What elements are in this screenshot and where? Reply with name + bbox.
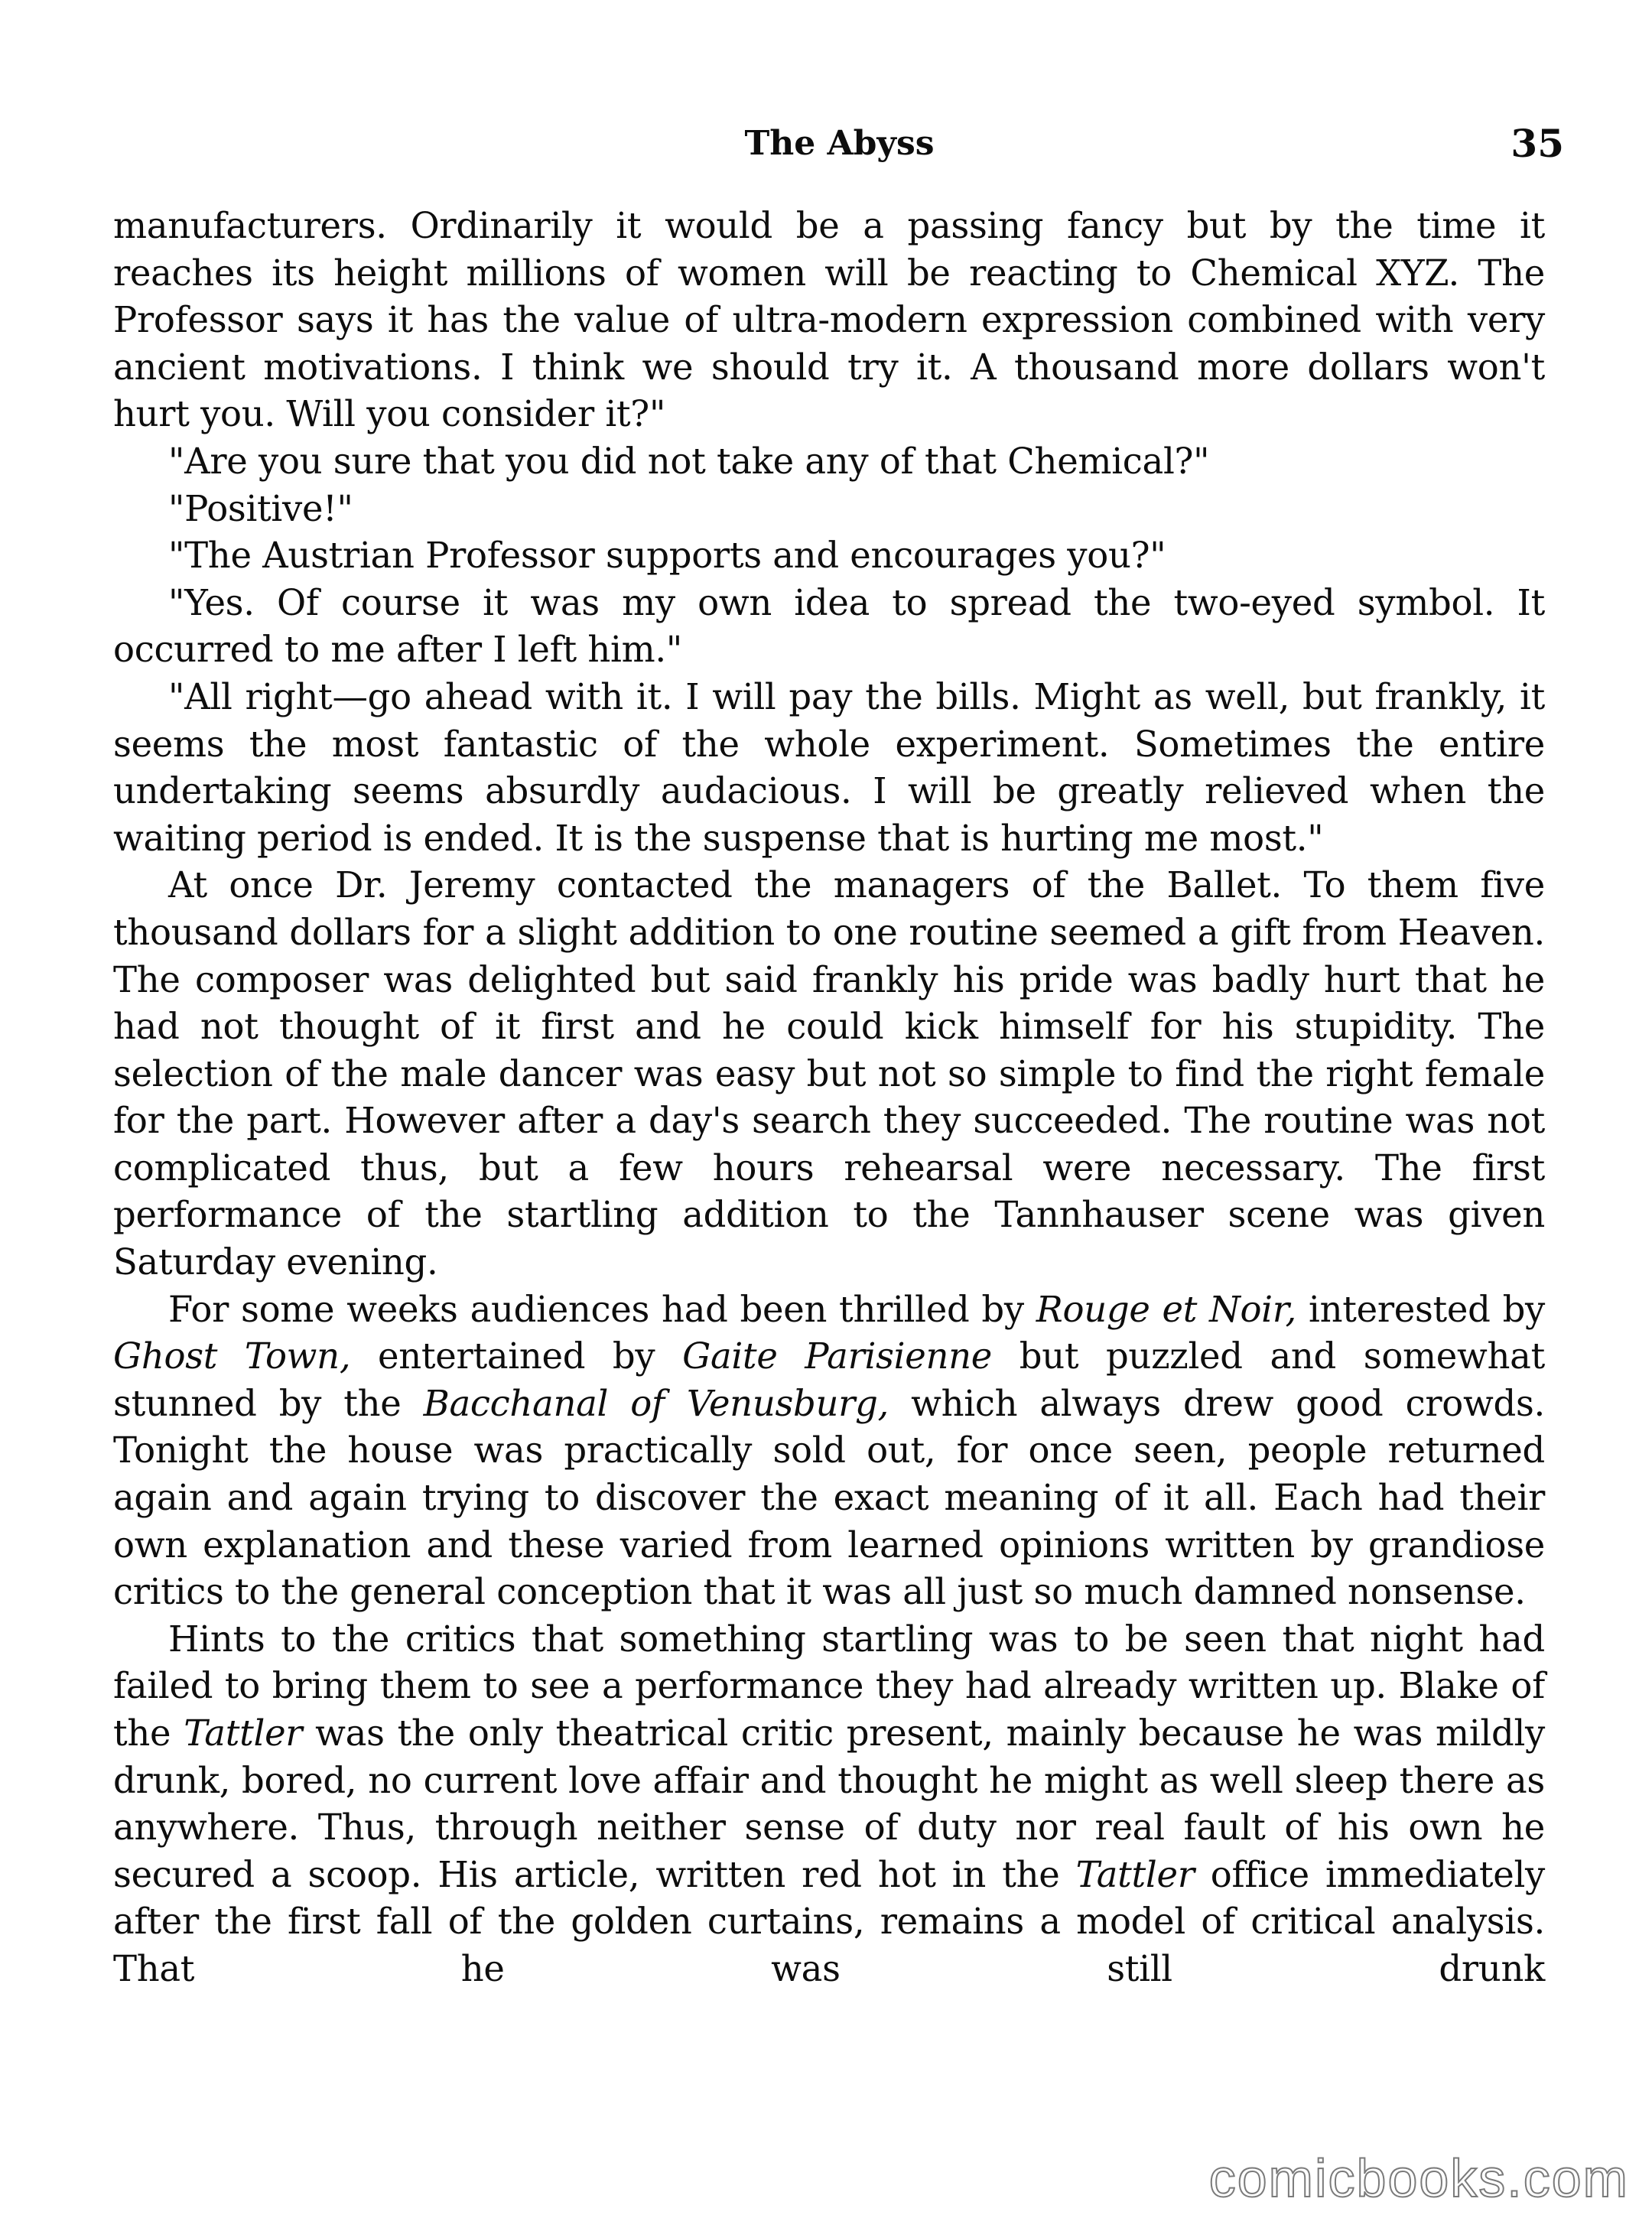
title-bacchanal-of-venusburg: Bacchanal of Venusburg, bbox=[423, 1382, 889, 1424]
title-rouge-et-noir: Rouge et Noir, bbox=[1036, 1288, 1297, 1330]
paragraph-7: At once Dr. Jeremy contacted the managers of the Ballet. To them five thousand dollars for a slight addition to one routine seemed a gift from Heaven. The composer was delighted but said frankly his pride was badly hurt that he had not thought of it first and he could kick himself for his stupidity. The selection of the male dancer was easy but not so simple to find the right female for the part. However after a day's search they succeeded. The routine was not complicated thus, but a few hours rehearsal were necessary. The first performance of the startling addition to the Tannhauser scene was given Saturday evening. bbox=[113, 864, 1545, 1283]
paragraph-8-text-1: For some weeks audiences had been thrilled by bbox=[168, 1288, 1036, 1330]
running-title: The Abyss bbox=[744, 124, 935, 163]
paragraph-9-text-1: Hints to the critics that something startling was to be seen that night had failed to bring them to see a performance they had already written up. Blake of the bbox=[113, 1618, 1545, 1754]
title-tattler: Tattler bbox=[184, 1712, 303, 1754]
page-number: 35 bbox=[1511, 121, 1564, 166]
watermark: comicbooks.com bbox=[1208, 2148, 1629, 2208]
paragraph-4: "The Austrian Professor supports and encourages you?" bbox=[168, 535, 1166, 577]
paragraph-9-text-3: office immediately after the first fall of the golden curtains, remains a model of critical analysis. That he was still drunk bbox=[113, 1853, 1545, 1989]
paragraph-8-text-2: interested by bbox=[1296, 1288, 1545, 1330]
paragraph-3: "Positive!" bbox=[168, 487, 353, 529]
title-ghost-town: Ghost Town, bbox=[113, 1335, 351, 1377]
paragraph-5: "Yes. Of course it was my own idea to spread the two-eyed symbol. It occurred to me after I left him." bbox=[113, 581, 1545, 671]
paragraph-8 bbox=[113, 1286, 1545, 1616]
title-gaite-parisienne: Gaite Parisienne bbox=[682, 1335, 992, 1377]
paragraph-8-text-3: entertained by bbox=[350, 1335, 683, 1377]
paragraph-6: "All right—go ahead with it. I will pay the bills. Might as well, but frankly, it seems the most fantastic of the whole experiment. Sometimes the entire undertaking seems absurdly audacious. I will be greatly relieved when the waiting period is ended. It is the suspense that is hurting me most." bbox=[113, 675, 1545, 859]
paragraph-1: manufacturers. Ordinarily it would be a passing fancy but by the time it reaches its height millions of women will be reacting to Chemical XYZ. The Professor says it has the value of ultra-modern expression combined with very ancient motivations. I think we should try it. A thousand more dollars won't hurt you. Will you consider it?" bbox=[113, 205, 1545, 435]
body-text bbox=[113, 203, 1545, 1993]
paragraph-9 bbox=[113, 1616, 1545, 1993]
title-tattler-2: Tattler bbox=[1075, 1853, 1195, 1895]
paragraph-9-text-2: was the only theatrical critic present, mainly because he was mildly drunk, bored, no current love affair and thought he might as well sleep there as anywhere. Thus, through neither sense of duty nor real fault of his own he secured a scoop. His article, written red hot in the bbox=[113, 1712, 1545, 1895]
paragraph-8-text-4: but puzzled and somewhat stunned by the bbox=[113, 1335, 1545, 1424]
running-head bbox=[115, 121, 1564, 174]
paragraph-8-text-5: which always drew good crowds. Tonight the house was practically sold out, for once seen, people returned again and again trying to discover the exact meaning of it all. Each had their own explanation and these varied from learned opinions written by grandiose critics to the general conception that it was all just so much damned nonsense. bbox=[113, 1382, 1545, 1613]
paragraph-2: "Are you sure that you did not take any of that Chemical?" bbox=[168, 440, 1210, 482]
